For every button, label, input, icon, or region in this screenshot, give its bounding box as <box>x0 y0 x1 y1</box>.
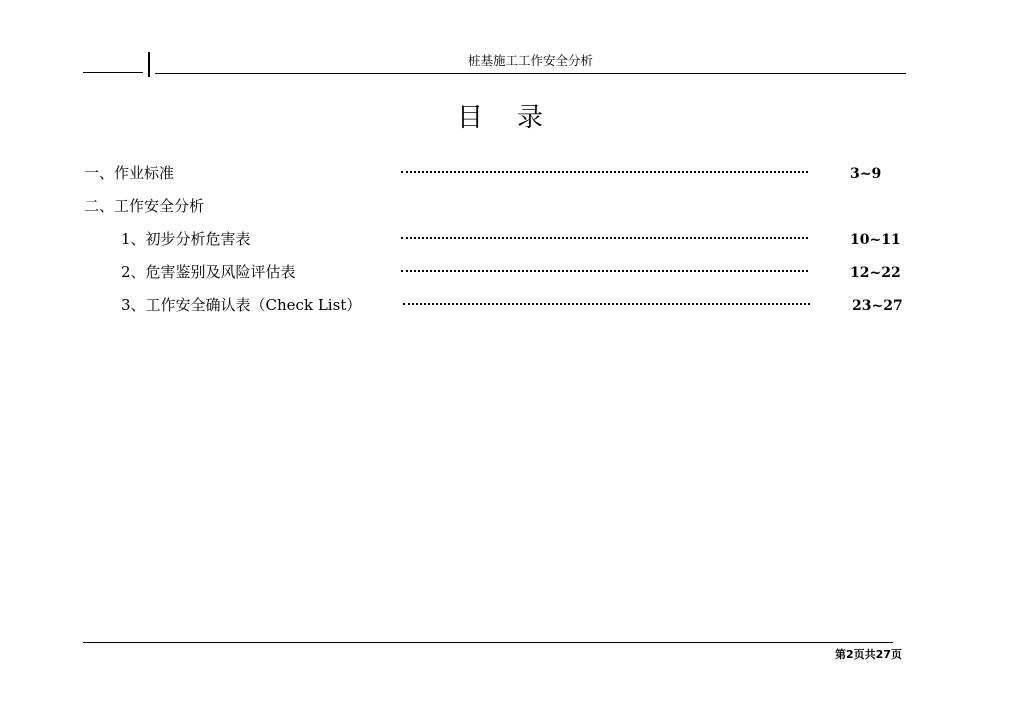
toc-entry <box>0 294 1024 318</box>
header-title: 桩基施工工作安全分析 <box>467 53 593 68</box>
toc-entry <box>0 162 1024 186</box>
toc-leader-dots <box>401 237 808 239</box>
header-rule-left <box>83 72 143 73</box>
header-separator-bar <box>148 52 150 77</box>
footer-page-info: 第2页共27页 <box>835 648 902 661</box>
header-rule <box>155 73 906 74</box>
toc-entry-pages: 3~9 <box>850 166 882 182</box>
footer-rule <box>83 642 893 643</box>
toc-entry-label: 1、初步分析危害表 <box>121 230 251 248</box>
toc-entry-label: 2、危害鉴别及风险评估表 <box>121 263 296 281</box>
toc-entry-label: 3、工作安全确认表（Check List） <box>121 296 362 314</box>
toc-entry <box>0 228 1024 252</box>
toc-leader-dots <box>401 171 808 173</box>
toc-entry <box>0 195 1024 219</box>
toc-entry-pages: 23~27 <box>852 298 903 314</box>
toc-leader-dots <box>403 303 810 305</box>
toc-entry-label: 一、作业标准 <box>84 164 175 182</box>
toc-leader-dots <box>401 270 808 272</box>
toc-title: 目录 <box>456 103 577 133</box>
toc-entry <box>0 261 1024 285</box>
toc-entry-pages: 12~22 <box>850 265 901 281</box>
toc-entry-label: 二、工作安全分析 <box>84 197 205 215</box>
toc-entry-pages: 10~11 <box>850 232 901 248</box>
